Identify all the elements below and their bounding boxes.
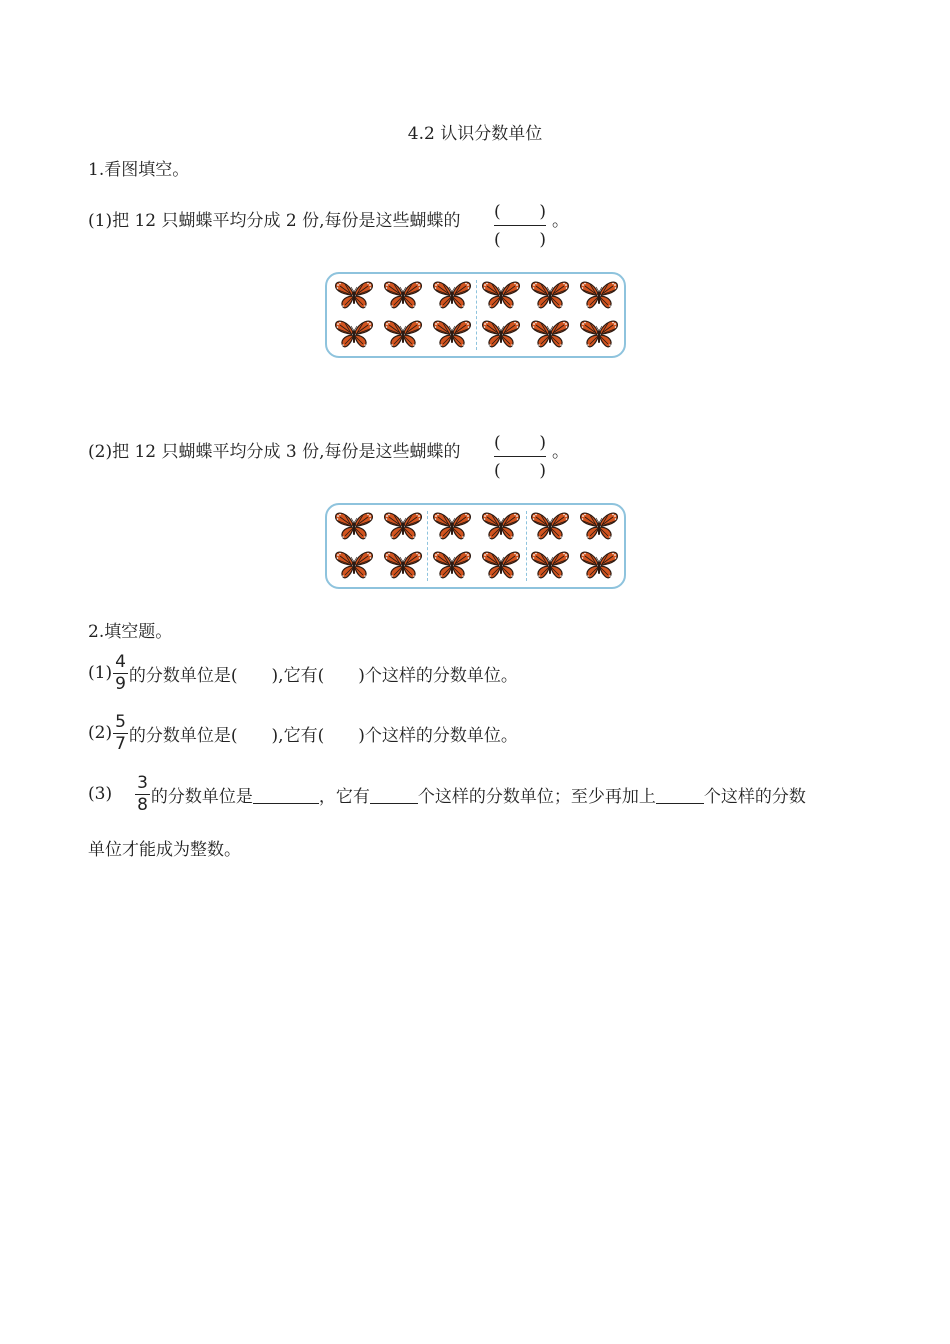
butterfly-group-2-parts (325, 272, 626, 358)
question-1-2-text: (2)把 12 只蝴蝶平均分成 3 份,每份是这些蝴蝶的 (88, 442, 461, 462)
butterfly-icon (579, 319, 619, 349)
fraction-answer-blank-2[interactable]: ( ) ( ) (494, 433, 546, 481)
butterfly-icon (579, 550, 619, 580)
dashed-divider (427, 511, 428, 581)
question-2-3-part4: 个这样的分数 (703, 786, 806, 807)
question-2-3-line2: 单位才能成为整数。 (88, 840, 241, 860)
dashed-divider (476, 280, 477, 350)
fraction-answer-blank-1[interactable]: ( ) ( ) (494, 202, 546, 250)
answer-blank[interactable] (370, 785, 418, 804)
question-2-1 (88, 651, 518, 695)
question-label: (1) (88, 663, 113, 683)
question-label: (2) (88, 723, 113, 743)
question-2-2-text: 的分数单位是( ),它有( )个这样的分数单位。 (128, 725, 518, 746)
butterfly-icon (432, 511, 472, 541)
butterfly-icon (481, 550, 521, 580)
butterfly-icon (432, 550, 472, 580)
butterfly-icon (530, 511, 570, 541)
butterfly-icon (383, 280, 423, 310)
question-2-3-part3: 个这样的分数单位；至少再加上 (417, 786, 656, 807)
butterfly-icon (481, 280, 521, 310)
question-1-1-end: 。 (552, 211, 569, 231)
butterfly-icon (530, 319, 570, 349)
question-1-1-text: (1)把 12 只蝴蝶平均分成 2 份,每份是这些蝴蝶的 (88, 211, 461, 231)
butterfly-icon (383, 319, 423, 349)
butterfly-icon (432, 280, 472, 310)
butterfly-icon (383, 550, 423, 580)
butterfly-icon (579, 511, 619, 541)
question-1-2-end: 。 (552, 442, 569, 462)
page-title: 4.2 认识分数单位 (407, 124, 543, 144)
question-2-1-text: 的分数单位是( ),它有( )个这样的分数单位。 (128, 665, 518, 686)
butterfly-icon (383, 511, 423, 541)
butterfly-icon (334, 550, 374, 580)
answer-blank[interactable] (253, 785, 319, 804)
butterfly-icon (481, 511, 521, 541)
fraction-5-7: $\frac{5}{7}$ (115, 711, 126, 754)
question-2-2 (88, 711, 518, 755)
section1-heading: 1.看图填空。 (88, 160, 190, 180)
question-2-3 (88, 772, 806, 816)
question-2-3-part1: 的分数单位是 (150, 786, 253, 807)
question-label: (3) (88, 784, 113, 804)
butterfly-icon (334, 319, 374, 349)
butterfly-icon (530, 280, 570, 310)
fraction-3-8: $\frac{3}{8}$ (137, 772, 148, 815)
butterfly-group-3-parts (325, 503, 626, 589)
question-2-3-part2: ，它有 (318, 786, 370, 807)
butterfly-icon (432, 319, 472, 349)
butterfly-icon (579, 280, 619, 310)
fraction-4-9: $\frac{4}{9}$ (115, 651, 126, 694)
answer-blank[interactable] (656, 785, 704, 804)
section2-heading: 2.填空题。 (88, 622, 173, 642)
butterfly-icon (334, 280, 374, 310)
butterfly-icon (530, 550, 570, 580)
butterfly-icon (334, 511, 374, 541)
butterfly-icon (481, 319, 521, 349)
dashed-divider (526, 511, 527, 581)
